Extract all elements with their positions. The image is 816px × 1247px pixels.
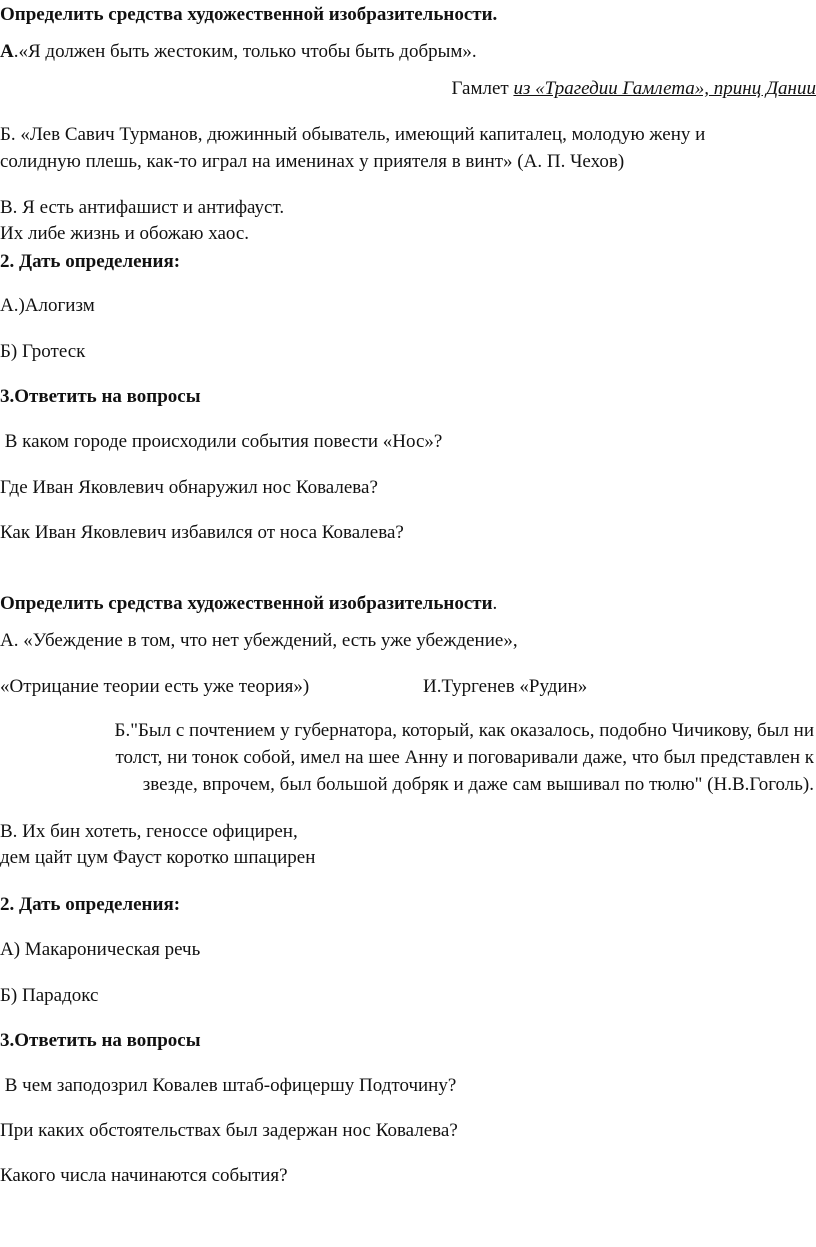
questions-heading-1: 3.Ответить на вопросы xyxy=(0,386,201,407)
example-b-2-line-3: звезде, впрочем, был большой добряк и даже сам вышивал по тюлю" (Н.В.Гоголь). xyxy=(142,774,814,795)
example-b-line-2: солидную плешь, как-то играл на именинах у приятеля в винт» (А. П. Чехов) xyxy=(0,151,625,172)
attribution-name: Гамлет xyxy=(451,78,509,99)
question-2-3: Какого числа начинаются события? xyxy=(0,1165,288,1186)
example-a-2-quote: «Отрицание теории есть уже теория») xyxy=(0,676,310,697)
example-a-2-line-1: А. «Убеждение в том, что нет убеждений, есть уже убеждение», xyxy=(0,630,518,651)
example-v-2-line-1: В. Их бин хотеть, геноссе официрен, xyxy=(0,821,298,842)
example-b-2-line-2: толст, ни тонок собой, имел на шее Анну и поговаривали даже, что был представлен к xyxy=(115,747,814,768)
example-a-1 xyxy=(0,40,477,64)
example-b-line-1: Б. «Лев Савич Турманов, дюжинный обыватель, имеющий капиталец, молодую жену и xyxy=(0,124,706,145)
question-2-1: В чем заподозрил Ковалев штаб-офицершу Подточину? xyxy=(0,1075,457,1096)
question-2-2: При каких обстоятельствах был задержан нос Ковалева? xyxy=(0,1120,458,1141)
task-heading-1: Определить средства художественной изобразительности. xyxy=(0,4,498,25)
definition-b-2: Б) Парадокс xyxy=(0,985,99,1006)
question-1-3: Как Иван Яковлевич избавился от носа Ковалева? xyxy=(0,522,404,543)
definitions-heading-1: 2. Дать определения: xyxy=(0,251,181,272)
task-heading-2 xyxy=(0,592,497,616)
task-heading-2-dot: . xyxy=(492,593,498,614)
example-b-2-line-1: Б."Был с почтением у губернатора, который, как оказалось, подобно Чичикову, был ни xyxy=(114,720,814,741)
question-1-1: В каком городе происходили события повести «Нос»? xyxy=(0,431,443,452)
quote-attribution xyxy=(452,77,816,101)
definition-b-1: Б) Гротеск xyxy=(0,341,86,362)
example-a-label: А xyxy=(0,41,14,62)
example-a-text: .«Я должен быть жестоким, только чтобы быть добрым». xyxy=(13,41,477,62)
example-v-2-line-2: дем цайт цум Фауст коротко шпацирен xyxy=(0,847,316,868)
definitions-heading-2: 2. Дать определения: xyxy=(0,894,181,915)
example-v-line-1: В. Я есть антифашист и антифауст. xyxy=(0,197,285,218)
definition-a-2: А) Макароническая речь xyxy=(0,939,201,960)
definition-a-1: А.)Алогизм xyxy=(0,295,95,316)
task-heading-2-text: Определить средства художественной изобразительности xyxy=(0,593,493,614)
example-v-line-2: Их либе жизнь и обожаю хаос. xyxy=(0,223,250,244)
questions-heading-2: 3.Ответить на вопросы xyxy=(0,1030,201,1051)
example-a-2-author: И.Тургенев «Рудин» xyxy=(423,676,588,697)
question-1-2: Где Иван Яковлевич обнаружил нос Ковалева? xyxy=(0,477,378,498)
attribution-source: из «Трагедии Гамлета», принц Дании xyxy=(513,78,816,99)
